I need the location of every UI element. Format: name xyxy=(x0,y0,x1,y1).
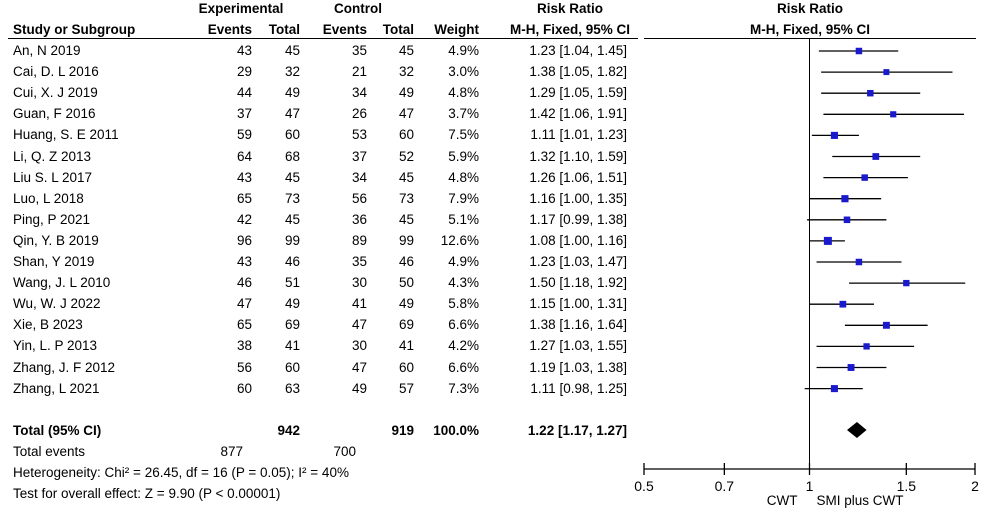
exp-events: 43 xyxy=(236,43,252,58)
effect-square xyxy=(890,111,896,117)
x-tick-label: 1.5 xyxy=(896,478,917,494)
weight: 4.8% xyxy=(448,169,479,185)
total-weight: 100.0% xyxy=(433,423,479,438)
exp-events: 56 xyxy=(236,359,252,375)
ci-text: 1.42 [1.06, 1.91] xyxy=(529,106,627,122)
ctrl-events: 36 xyxy=(351,211,367,227)
x-tick-label: 0.5 xyxy=(634,478,654,494)
effect-square xyxy=(848,364,855,371)
ctrl-events: 37 xyxy=(351,148,367,164)
study-name: Cai, D. L 2016 xyxy=(13,64,99,80)
weight: 6.6% xyxy=(448,317,479,333)
exp-events: 59 xyxy=(236,127,252,143)
exp-events: 43 xyxy=(236,169,252,185)
weight: 3.7% xyxy=(448,106,479,122)
exp-total: 45 xyxy=(284,43,300,58)
total-exp-total: 942 xyxy=(277,423,300,438)
header-ctrl-events: Events xyxy=(322,22,367,37)
ctrl-total: 60 xyxy=(398,127,414,143)
favours-left-label: CWT xyxy=(766,493,798,508)
effect-square xyxy=(856,259,862,265)
effect-square xyxy=(841,195,848,202)
ctrl-events: 30 xyxy=(351,275,367,291)
weight: 12.6% xyxy=(440,232,479,248)
exp-total: 32 xyxy=(284,64,300,80)
ctrl-events: 35 xyxy=(351,43,367,58)
ctrl-total: 57 xyxy=(398,380,414,396)
ctrl-total: 45 xyxy=(398,43,414,58)
ci-text: 1.19 [1.03, 1.38] xyxy=(529,359,627,375)
ctrl-events: 35 xyxy=(351,254,367,269)
total-events-ctrl: 700 xyxy=(333,444,356,459)
ctrl-events: 49 xyxy=(351,380,367,396)
weight: 4.2% xyxy=(448,338,479,354)
exp-events: 65 xyxy=(236,190,252,206)
header-exp-total: Total xyxy=(268,22,300,37)
effect-square xyxy=(831,132,838,139)
header-experimental: Experimental xyxy=(198,1,284,16)
ci-text: 1.38 [1.05, 1.82] xyxy=(529,64,627,80)
exp-total: 63 xyxy=(284,380,300,396)
effect-square xyxy=(861,174,867,180)
study-name: Zhang, L 2021 xyxy=(13,380,100,396)
exp-events: 96 xyxy=(236,232,252,248)
exp-total: 46 xyxy=(284,254,300,269)
ci-text: 1.29 [1.05, 1.59] xyxy=(529,85,627,101)
study-name: Zhang, J. F 2012 xyxy=(13,359,116,375)
weight: 4.3% xyxy=(448,275,479,291)
weight: 4.9% xyxy=(448,254,479,269)
effect-square xyxy=(867,90,873,96)
study-name: Cui, X. J 2019 xyxy=(13,85,98,101)
ci-text: 1.11 [0.98, 1.25] xyxy=(530,380,627,396)
study-name: Luo, L 2018 xyxy=(13,190,84,206)
ctrl-total: 69 xyxy=(398,317,414,333)
total-events-label: Total events xyxy=(13,444,86,459)
exp-total: 73 xyxy=(284,190,300,206)
ctrl-events: 89 xyxy=(351,232,367,248)
effect-square xyxy=(844,217,851,224)
weight: 6.6% xyxy=(448,359,479,375)
heterogeneity-text: Heterogeneity: Chi² = 26.45, df = 16 (P = 0.05); I² = 40% xyxy=(13,465,349,480)
ci-text: 1.15 [1.00, 1.31] xyxy=(529,296,627,312)
ci-text: 1.27 [1.03, 1.55] xyxy=(529,338,627,354)
ctrl-events: 21 xyxy=(351,64,367,80)
ctrl-events: 34 xyxy=(351,85,367,101)
ctrl-events: 34 xyxy=(351,169,367,185)
ctrl-total: 49 xyxy=(398,296,414,312)
exp-total: 45 xyxy=(284,211,300,227)
ctrl-total: 50 xyxy=(398,275,414,291)
exp-total: 68 xyxy=(284,148,300,164)
ctrl-events: 47 xyxy=(351,359,367,375)
exp-events: 38 xyxy=(236,338,252,354)
favours-right-label: SMI plus CWT xyxy=(816,493,904,508)
exp-total: 45 xyxy=(284,169,300,185)
study-name: Shan, Y 2019 xyxy=(13,254,95,269)
ci-text: 1.16 [1.00, 1.35] xyxy=(529,190,627,206)
exp-events: 64 xyxy=(236,148,252,164)
exp-events: 47 xyxy=(236,296,252,312)
ctrl-total: 73 xyxy=(398,190,414,206)
header-risk-ratio-plot: Risk Ratio xyxy=(776,1,844,16)
weight: 4.9% xyxy=(448,43,479,58)
weight: 4.8% xyxy=(448,85,479,101)
ctrl-total: 41 xyxy=(398,338,414,354)
exp-total: 41 xyxy=(284,338,300,354)
exp-total: 47 xyxy=(284,106,300,122)
weight: 7.5% xyxy=(448,127,479,143)
ctrl-events: 56 xyxy=(351,190,367,206)
study-name: Xie, B 2023 xyxy=(13,317,83,333)
ctrl-total: 46 xyxy=(398,254,414,269)
study-name: Liu S. L 2017 xyxy=(13,169,93,185)
ctrl-events: 47 xyxy=(351,317,367,333)
ctrl-total: 99 xyxy=(398,232,414,248)
exp-events: 42 xyxy=(236,211,252,227)
study-name: Huang, S. E 2011 xyxy=(13,127,119,143)
ctrl-total: 47 xyxy=(398,106,414,122)
effect-square xyxy=(840,301,847,308)
ci-text: 1.38 [1.16, 1.64] xyxy=(529,317,627,333)
exp-events: 37 xyxy=(236,106,252,122)
study-name: Qin, Y. B 2019 xyxy=(13,232,99,248)
exp-total: 51 xyxy=(284,275,300,291)
ctrl-total: 49 xyxy=(398,85,414,101)
effect-square xyxy=(863,343,869,349)
total-ctrl-total: 919 xyxy=(391,423,414,438)
ctrl-total: 45 xyxy=(398,211,414,227)
header-control: Control xyxy=(334,1,382,16)
exp-total: 49 xyxy=(284,85,300,101)
pooled-diamond xyxy=(847,422,867,438)
ci-text: 1.23 [1.03, 1.47] xyxy=(529,254,627,269)
weight: 7.9% xyxy=(448,190,479,206)
header-method: M-H, Fixed, 95% CI xyxy=(509,22,631,37)
total-events-exp: 877 xyxy=(220,444,243,459)
effect-square xyxy=(824,237,832,245)
total-label: Total (95% CI) xyxy=(13,423,102,438)
effect-square xyxy=(872,153,879,160)
exp-total: 60 xyxy=(284,359,300,375)
exp-events: 46 xyxy=(236,275,252,291)
ctrl-total: 60 xyxy=(398,359,414,375)
study-name: Wang, J. L 2010 xyxy=(13,275,111,291)
ctrl-events: 30 xyxy=(351,338,367,354)
ci-text: 1.17 [0.99, 1.38] xyxy=(529,211,627,227)
exp-total: 99 xyxy=(284,232,300,248)
exp-total: 69 xyxy=(284,317,300,333)
x-tick-label: 0.7 xyxy=(714,478,735,494)
effect-square xyxy=(883,322,890,329)
weight: 3.0% xyxy=(448,64,479,80)
ctrl-events: 53 xyxy=(351,127,367,143)
ctrl-total: 32 xyxy=(398,64,414,80)
exp-events: 65 xyxy=(236,317,252,333)
weight: 5.9% xyxy=(448,148,479,164)
study-name: Li, Q. Z 2013 xyxy=(13,148,92,164)
total-ci-text: 1.22 [1.17, 1.27] xyxy=(527,423,627,438)
header-weight: Weight xyxy=(434,22,479,37)
ci-text: 1.11 [1.01, 1.23] xyxy=(530,127,627,143)
weight: 5.8% xyxy=(448,296,479,312)
header-exp-events: Events xyxy=(207,22,252,37)
exp-total: 49 xyxy=(284,296,300,312)
ci-text: 1.08 [1.00, 1.16] xyxy=(529,232,627,248)
header-method-plot: M-H, Fixed, 95% CI xyxy=(749,22,871,37)
effect-square xyxy=(856,48,862,54)
exp-events: 44 xyxy=(236,85,252,101)
effect-square xyxy=(883,69,889,75)
ci-text: 1.26 [1.06, 1.51] xyxy=(529,169,627,185)
study-name: Ping, P 2021 xyxy=(13,211,91,227)
ctrl-events: 26 xyxy=(351,106,367,122)
header-risk-ratio-ci: Risk Ratio xyxy=(536,1,604,16)
exp-events: 43 xyxy=(236,254,252,269)
x-tick-label: 1 xyxy=(805,478,814,494)
ctrl-total: 45 xyxy=(398,169,414,185)
exp-events: 60 xyxy=(236,380,252,396)
study-name: Guan, F 2016 xyxy=(13,106,96,122)
ctrl-events: 41 xyxy=(351,296,367,312)
effect-square xyxy=(903,280,909,286)
overall-effect-text: Test for overall effect: Z = 9.90 (P < 0.00001) xyxy=(13,486,281,501)
study-name: Wu, W. J 2022 xyxy=(13,296,101,312)
exp-events: 29 xyxy=(236,64,252,80)
ci-text: 1.23 [1.04, 1.45] xyxy=(529,43,627,58)
exp-total: 60 xyxy=(284,127,300,143)
effect-square xyxy=(831,385,838,392)
ci-text: 1.50 [1.18, 1.92] xyxy=(529,275,627,291)
study-name: Yin, L. P 2013 xyxy=(13,338,98,354)
study-name: An, N 2019 xyxy=(13,43,81,58)
ctrl-total: 52 xyxy=(398,148,414,164)
x-tick-label: 2 xyxy=(971,478,979,494)
header-study: Study or Subgroup xyxy=(13,22,136,37)
ci-text: 1.32 [1.10, 1.59] xyxy=(529,148,627,164)
weight: 7.3% xyxy=(448,380,479,396)
header-ctrl-total: Total xyxy=(382,22,414,37)
weight: 5.1% xyxy=(448,211,479,227)
